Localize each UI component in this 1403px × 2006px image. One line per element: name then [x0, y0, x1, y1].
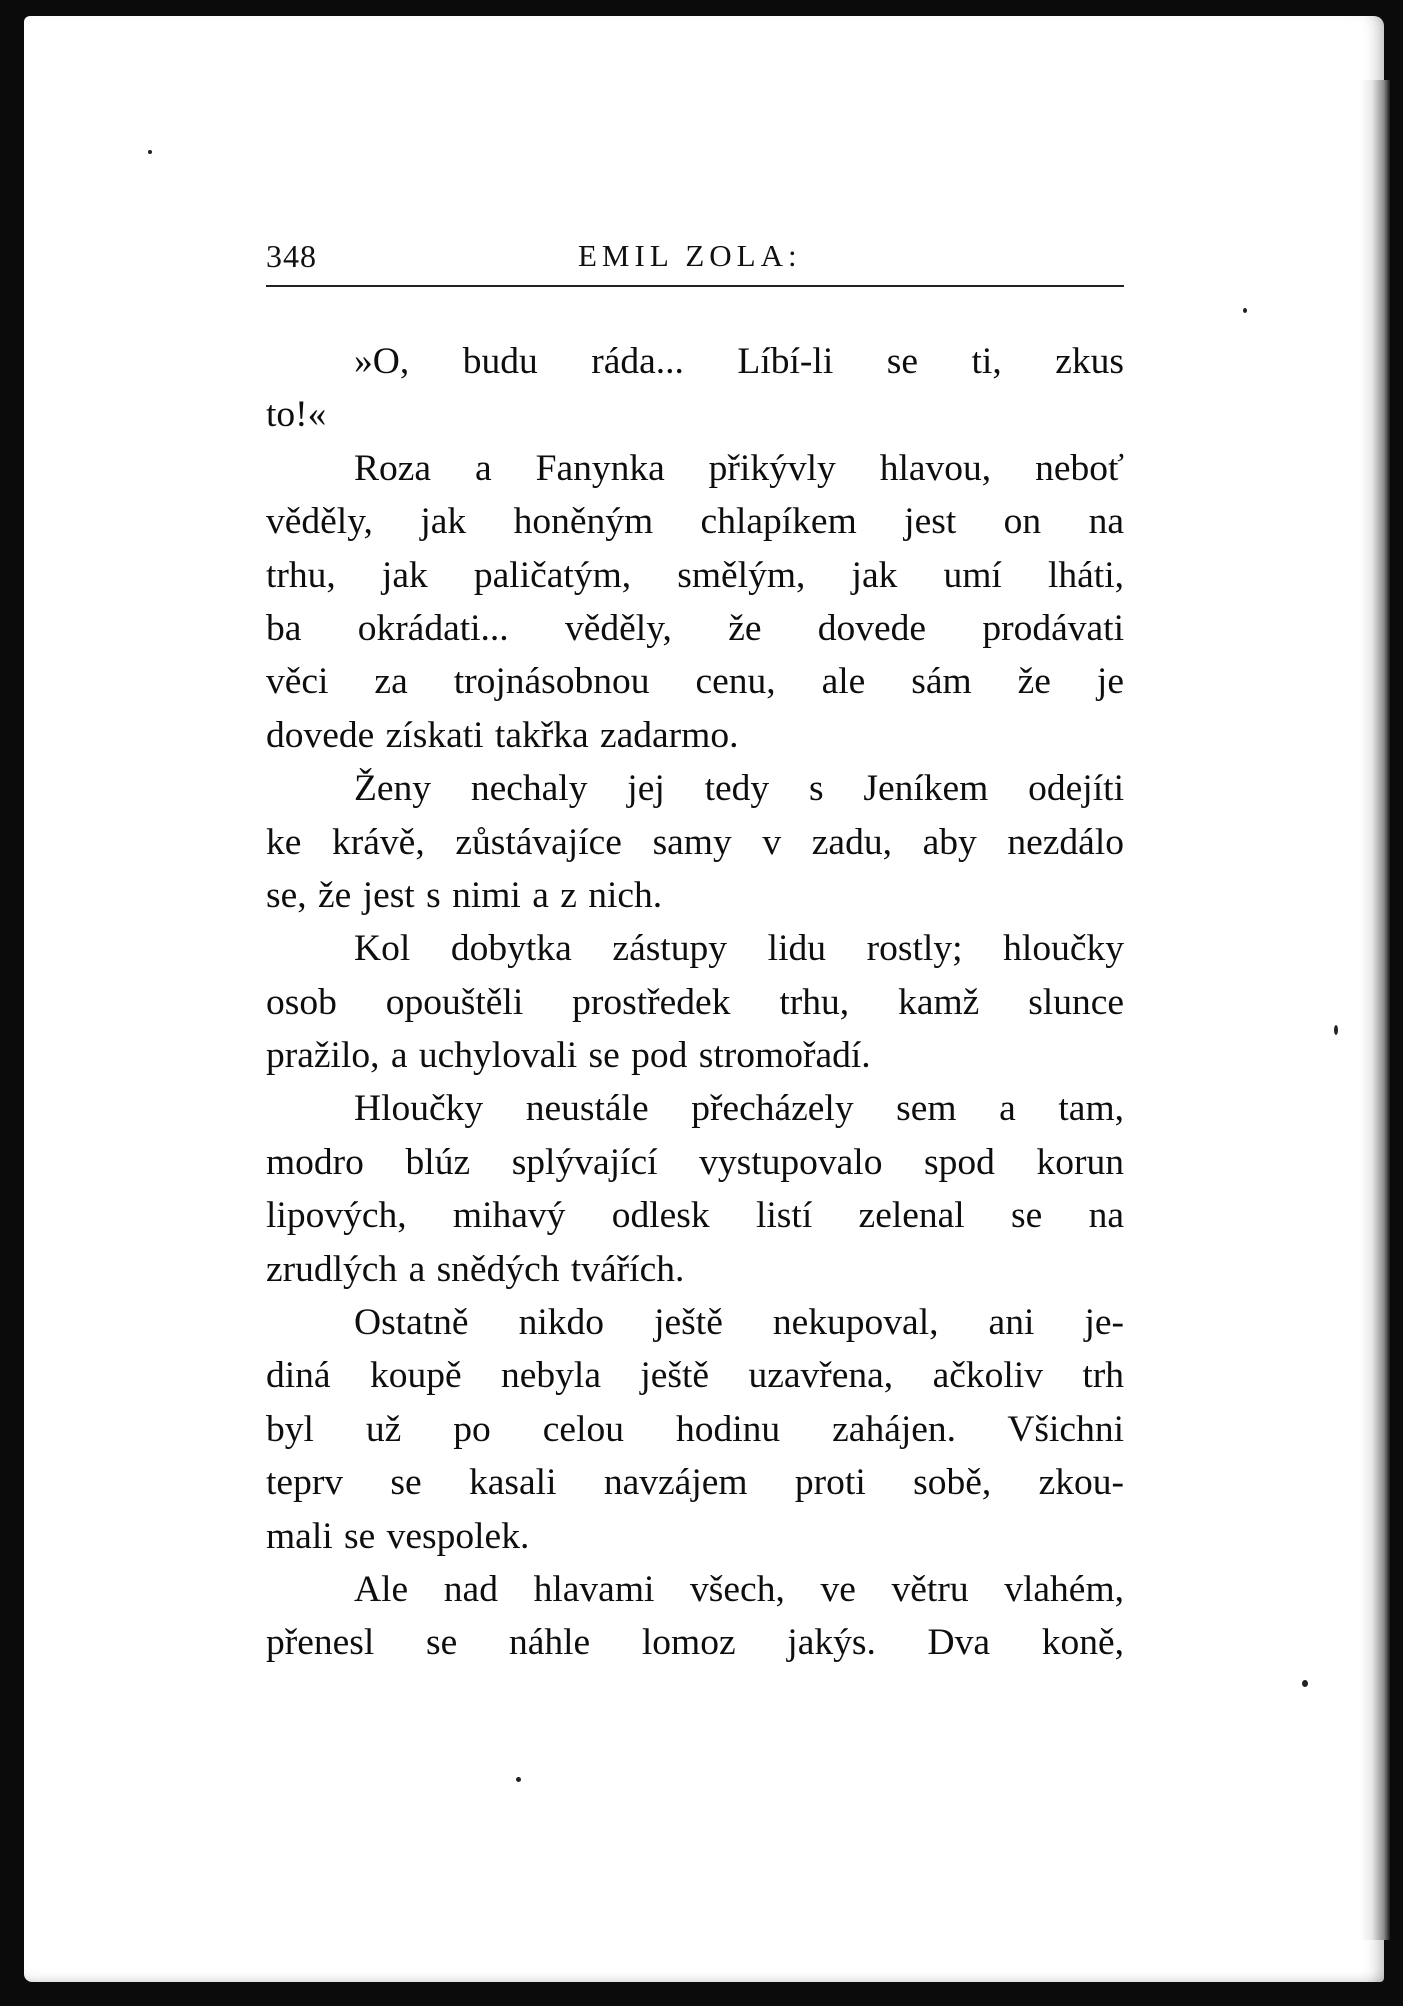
dust-speck — [516, 1777, 521, 1782]
header-rule — [266, 285, 1124, 287]
page-number: 348 — [266, 238, 317, 274]
text-line: to!« — [266, 394, 327, 436]
text-line: zrudlých a snědých tvářích. — [266, 1248, 685, 1290]
dust-speck — [1334, 1025, 1338, 1035]
dust-speck — [148, 150, 152, 154]
text-line: Hloučky neustále přecházely sem a tam, — [354, 1088, 1124, 1130]
text-line: ke krávě, zůstávajíce samy v zadu, aby nezdálo — [266, 821, 1124, 863]
text-line: diná koupě nebyla ještě uzavřena, ačkoliv trh — [266, 1355, 1124, 1397]
text-line: Roza a Fanynka přikývly hlavou, neboť — [354, 447, 1124, 489]
dust-speck — [1243, 308, 1247, 313]
text-line: osob opouštěli prostředek trhu, kamž slunce — [266, 981, 1124, 1023]
running-head — [266, 234, 1124, 286]
running-head-title: EMIL ZOLA: — [578, 238, 802, 273]
body-text — [266, 335, 1124, 1670]
text-line: věci za trojnásobnou cenu, ale sám že je — [266, 661, 1124, 703]
text-line: »O, budu ráda... Líbí-li se ti, zkus — [354, 341, 1124, 382]
text-line: dovede získati takřka zadarmo. — [266, 714, 739, 756]
dust-speck — [1302, 1680, 1308, 1687]
text-line: přenesl se náhle lomoz jakýs. Dva koně, — [266, 1622, 1124, 1664]
text-line: Kol dobytka zástupy lidu rostly; hloučky — [354, 928, 1124, 970]
text-line: Ostatně nikdo ještě nekupoval, ani je- — [354, 1302, 1124, 1344]
page-edge-shadow — [1360, 80, 1390, 1940]
text-line: věděly, jak honěným chlapíkem jest on na — [266, 501, 1124, 543]
text-line: pražilo, a uchylovali se pod stromořadí. — [266, 1035, 871, 1077]
text-line: trhu, jak paličatým, smělým, jak umí lháti, — [266, 554, 1124, 596]
text-line: byl už po celou hodinu zahájen. Všichni — [266, 1408, 1124, 1450]
text-line: lipových, mihavý odlesk listí zelenal se na — [266, 1195, 1124, 1237]
text-line: se, že jest s nimi a z nich. — [266, 874, 663, 916]
text-line: mali se vespolek. — [266, 1515, 530, 1557]
text-line: Ženy nechaly jej tedy s Jeníkem odejíti — [354, 768, 1124, 810]
text-line: ba okrádati... věděly, že dovede prodávati — [266, 607, 1124, 649]
text-line: Ale nad hlavami všech, ve větru vlahém, — [354, 1568, 1124, 1610]
text-line: teprv se kasali navzájem proti sobě, zkou- — [266, 1462, 1124, 1504]
text-line: modro blúz splývající vystupovalo spod korun — [266, 1141, 1124, 1183]
